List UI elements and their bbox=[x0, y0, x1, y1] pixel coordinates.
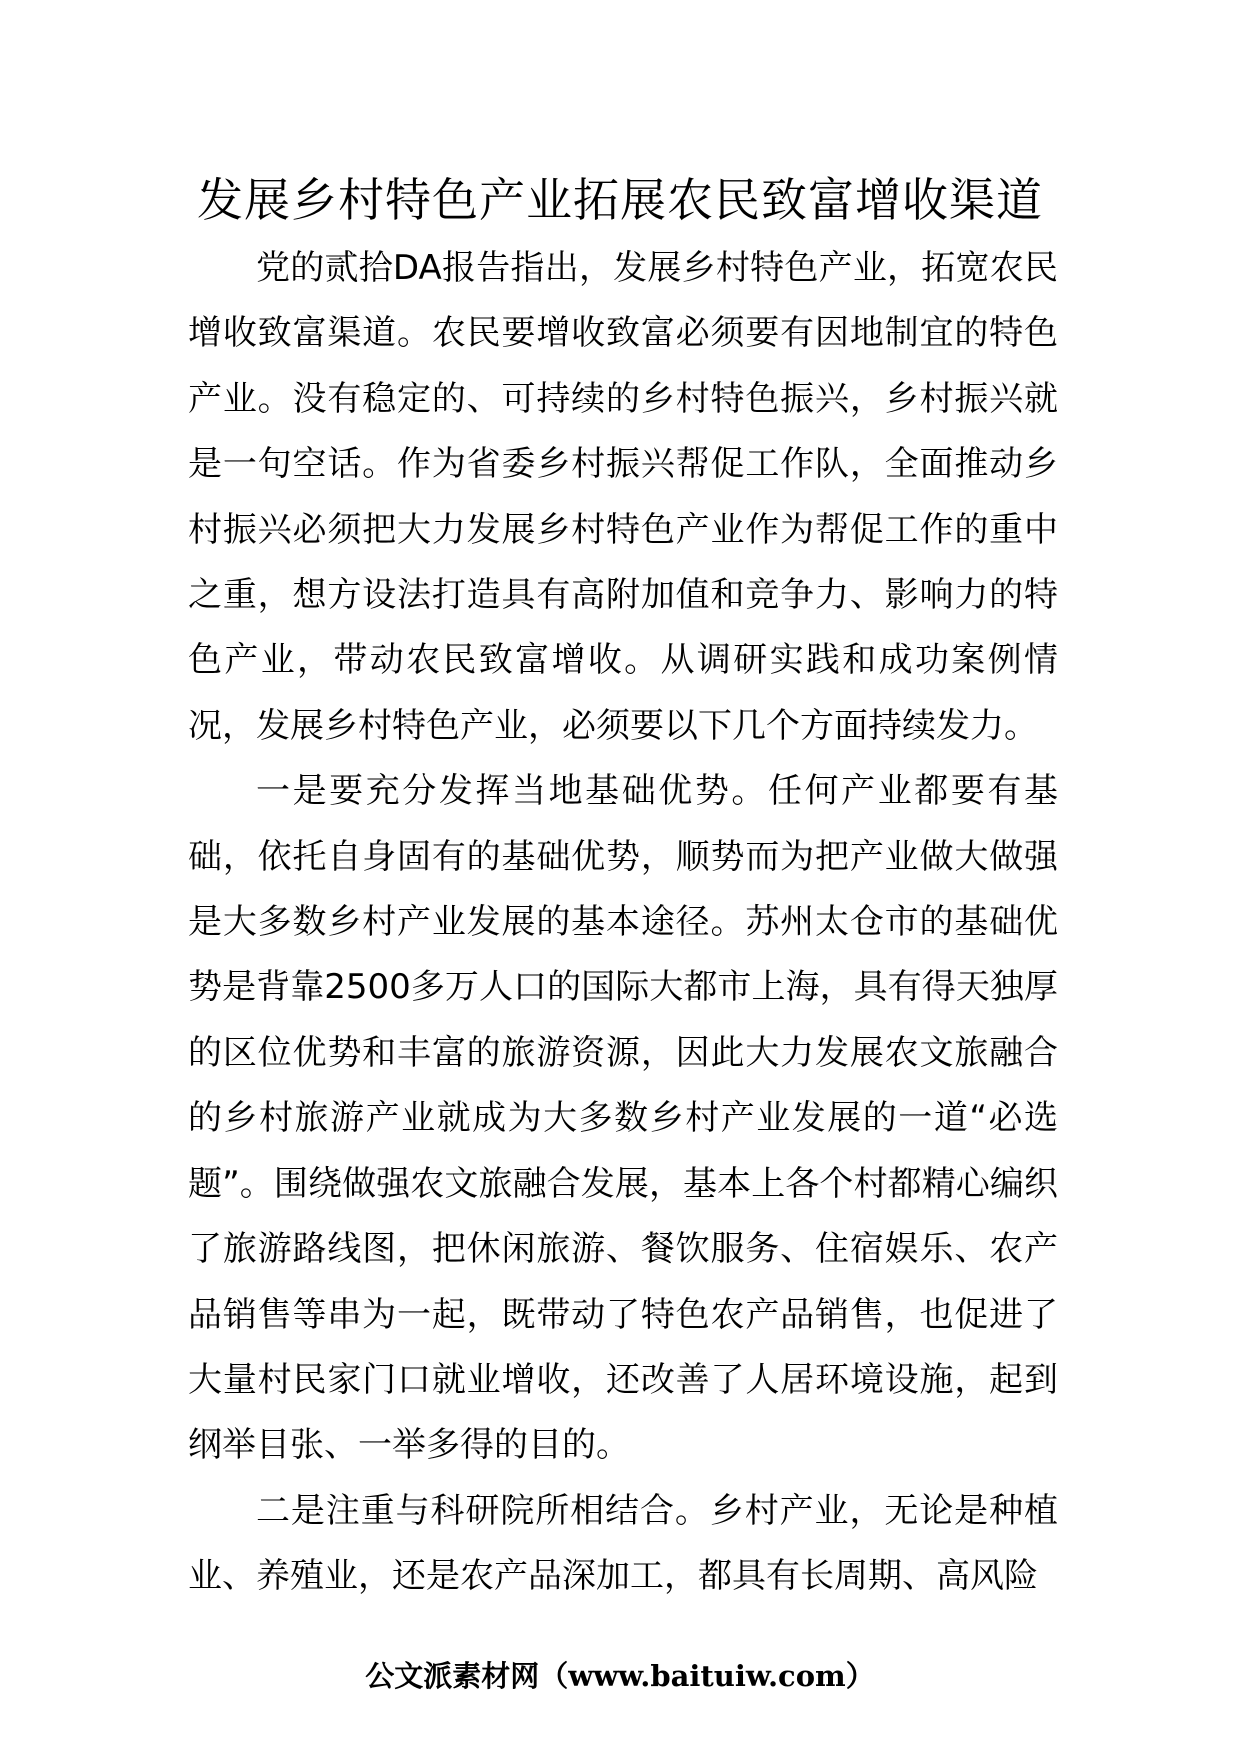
page-footer-watermark: 公文派素材网（www.baituiw.com） bbox=[365, 1659, 875, 1693]
paragraph-point-two: 二是注重与科研院所相结合。乡村产业，无论是种植业、养殖业，还是农产品深加工，都具有长周期、高风险 bbox=[188, 1490, 1058, 1597]
paragraph-point-one: 一是要充分发挥当地基础优势。任何产业都要有基础，依托自身固有的基础优势，顺势而为把产业做大做强是大多数乡村产业发展的基本途径。苏州太仓市的基础优势是背靠2500多万人口的国际大都市上海，具有得天独厚的区位优势和丰富的旅游资源，因此大力发展农文旅融合的乡村旅游产业就成为大多数乡村产业发展的一道“必选题”。围绕做强农文旅融合发展，基本上各个村都精心编织了旅游路线图，把休闲旅游、餐饮服务、住宿娱乐、农产品销售等串为一起，既带动了特色农产品销售，也促进了大量村民家门口就业增收，还改善了人居环境设施，起到纲举目张、一举多得的目的。 bbox=[188, 771, 1058, 1466]
paragraph-intro: 党的贰拾DA报告指出，发展乡村特色产业，拓宽农民增收致富渠道。农民要增收致富必须要有因地制宜的特色产业。没有稳定的、可持续的乡村特色振兴，乡村振兴就是一句空话。作为省委乡村振兴帮促工作队，全面推动乡村振兴必须把大力发展乡村特色产业作为帮促工作的重中之重，想方设法打造具有高附加值和竞争力、影响力的特色产业，带动农民致富增收。从调研实践和成功案例情况，发展乡村特色产业，必须要以下几个方面持续发力。 bbox=[188, 248, 1058, 746]
document-title: 发展乡村特色产业拓展农民致富增收渠道 bbox=[197, 173, 1043, 227]
document-body bbox=[188, 236, 1058, 1610]
